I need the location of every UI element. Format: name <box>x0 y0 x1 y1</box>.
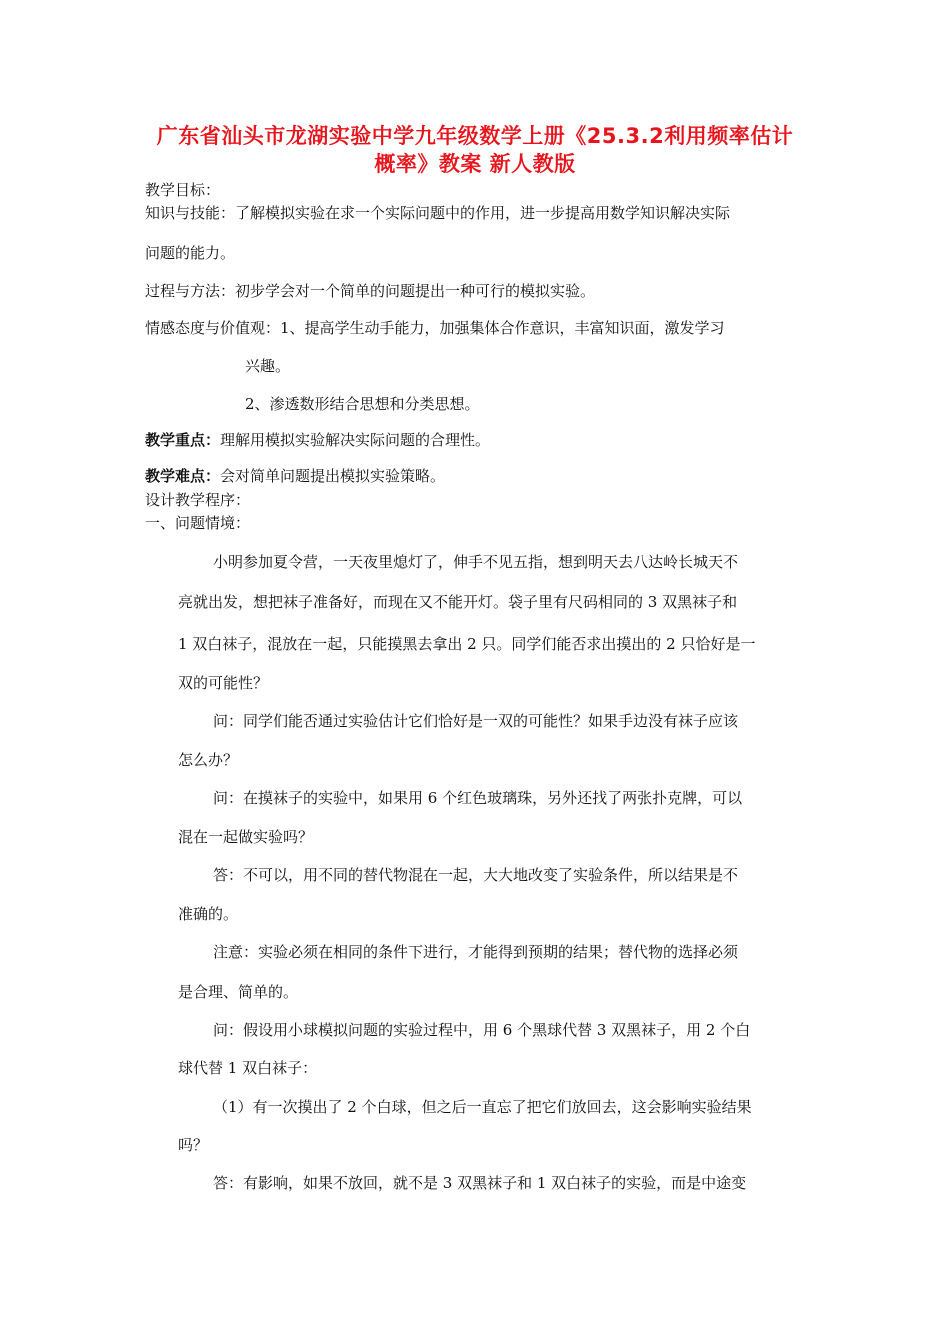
emotion-values-line-3: 2、渗透数形结合思想和分类思想。 <box>245 395 480 413</box>
teaching-difficulty <box>145 466 445 486</box>
emotion-values-line-1: 情感态度与价值观：1、提高学生动手能力，加强集体合作意识，丰富知识面，激发学习 <box>145 319 725 337</box>
difficulty-text: 会对简单问题提出模拟实验策略。 <box>220 467 446 485</box>
paragraph-1-line-4: 双的可能性？ <box>178 674 269 692</box>
answer-2-line-2: 准确的。 <box>178 905 239 923</box>
paragraph-1-line-1: 小明参加夏令营，一天夜里熄灯了，伸手不见五指，想到明天去八达岭长城天不 <box>213 553 739 571</box>
objectives-heading: 教学目标： <box>145 181 221 199</box>
knowledge-skills-line-1: 知识与技能：了解模拟实验在求一个实际问题中的作用，进一步提高用数学知识解决实际 <box>145 204 731 222</box>
section-1-heading: 一、问题情境： <box>145 514 251 532</box>
question-2-line-1: 问：在摸袜子的实验中，如果用 6 个红色玻璃珠，另外还找了两张扑克牌，可以 <box>213 789 743 807</box>
question-1-line-2: 怎么办？ <box>178 751 239 769</box>
document-title-line-2: 概率》教案 新人教版 <box>374 152 576 176</box>
question-1-line-1: 问：同学们能否通过实验估计它们恰好是一双的可能性？如果手边没有袜子应该 <box>213 712 739 730</box>
knowledge-skills-line-2: 问题的能力。 <box>145 244 236 262</box>
question-3-line-2: 球代替 1 双白袜子： <box>178 1059 318 1077</box>
question-3a-line-1: （1）有一次摸出了 2 个白球，但之后一直忘了把它们放回去，这会影响实验结果 <box>213 1098 752 1116</box>
process-method-line: 过程与方法：初步学会对一个简单的问题提出一种可行的模拟实验。 <box>145 282 596 300</box>
paragraph-1-line-2: 亮就出发，想把袜子准备好，而现在又不能开灯。袋子里有尺码相同的 3 双黑袜子和 <box>178 593 738 611</box>
question-3-line-1: 问：假设用小球模拟问题的实验过程中，用 6 个黑球代替 3 双黑袜子，用 2 个白 <box>213 1021 751 1039</box>
answer-2-line-1: 答：不可以，用不同的替代物混在一起，大大地改变了实验条件，所以结果是不 <box>213 866 739 884</box>
question-2-line-2: 混在一起做实验吗？ <box>178 828 314 846</box>
paragraph-1-line-3: 1 双白袜子，混放在一起，只能摸黑去拿出 2 只。同学们能否求出摸出的 2 只恰好是一 <box>178 635 756 653</box>
document-title-line-1: 广东省汕头市龙湖实验中学九年级数学上册《25.3.2利用频率估计 <box>156 124 794 148</box>
difficulty-label: 教学难点： <box>145 467 221 485</box>
answer-3-line-1: 答：有影响，如果不放回，就不是 3 双黑袜子和 1 双白袜子的实验，而是中途变 <box>213 1174 747 1192</box>
note-line-2: 是合理、简单的。 <box>178 983 299 1001</box>
question-3a-line-2: 吗？ <box>178 1136 209 1154</box>
keypoint-label: 教学重点： <box>145 431 221 449</box>
design-heading: 设计教学程序： <box>145 491 251 509</box>
note-line-1: 注意：实验必须在相同的条件下进行，才能得到预期的结果；替代物的选择必须 <box>213 943 739 961</box>
emotion-values-line-2: 兴趣。 <box>245 357 291 375</box>
keypoint-text: 理解用模拟实验解决实际问题的合理性。 <box>220 431 491 449</box>
teaching-keypoint <box>145 430 490 450</box>
